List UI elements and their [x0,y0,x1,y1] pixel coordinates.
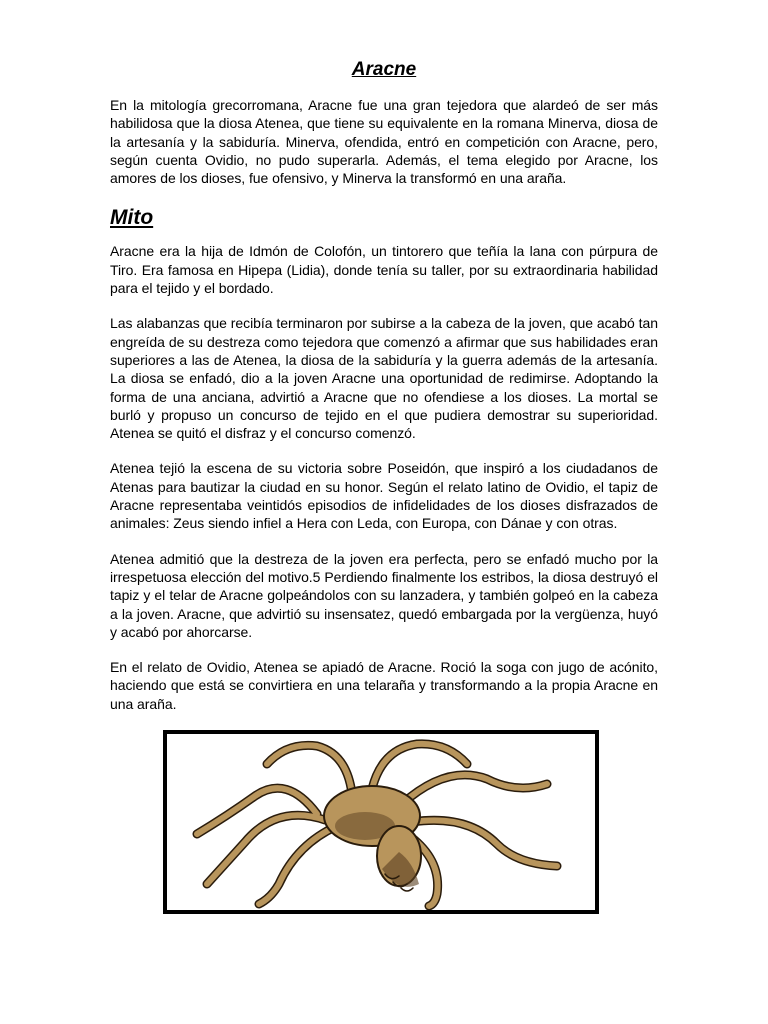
paragraph: En el relato de Ovidio, Atenea se apiadó de Aracne. Roció la soga con jugo de acónito, haciendo que está se convirtiera en una telaraña y transformando a la propia Aracne en una araña. [110,659,658,712]
section-title-mito: Mito [110,206,154,230]
paragraph: Atenea tejió la escena de su victoria sobre Poseidón, que inspiró a los ciudadanos de Atenas para bautizar la ciudad en su honor. Según el relato latino de Ovidio, el tapiz de Aracne representaba veintidós episodios de infidelidades de los dioses disfrazados de animales: Zeus siendo infiel a Hera con Leda, con Europa, con Dánae y con otras. [110,460,658,532]
arachne-spider-icon [167,734,595,910]
document-title: Aracne [351,59,417,80]
paragraph: Atenea admitió que la destreza de la joven era perfecta, pero se enfadó mucho por la irrespetuosa elección del motivo.5 Perdiendo finalmente los estribos, la diosa destruyó el tapiz y el telar de Aracne golpeándolos con su lanzadera, y también golpeó en la cabeza a la joven. Aracne, que advirtió su insensatez, quedó embargada por la vergüenza, huyó y acabó por ahorcarse. [110,550,658,640]
paragraph: Las alabanzas que recibía terminaron por subirse a la cabeza de la joven, que acabó tan engreída de su destreza como tejedora que comenzó a afirmar que sus habilidades eran superiores a las de Atenea, la diosa de la sabiduría y la guerra además de la artesanía. La diosa se enfadó, dio a la joven Aracne una oportunidad de redimirse. Adoptando la forma de una anciana, advirtió a Aracne que no ofendiese a los dioses. La mortal se burló y propuso un concurso de tejido en el que pudiera demostrar su superioridad. Atenea se quitó el disfraz y el concurso comenzó. [110,315,658,442]
intro-paragraph: En la mitología grecorromana, Aracne fue una gran tejedora que alardeó de ser más habilidosa que la diosa Atenea, que tiene su equivalente en la romana Minerva, diosa de la artesanía y la sabiduría. Minerva, ofendida, entró en competición con Aracne, pero, según cuenta Ovidio, no pudo superarla. Además, el tema elegido por Aracne, los amores de los dioses, fue ofensivo, y Minerva la transformó en una araña. [110,97,658,187]
paragraph: Aracne era la hija de Idmón de Colofón, un tintorero que teñía la lana con púrpura de Tiro. Era famosa en Hipepa (Lidia), donde tenía su taller, por su extraordinaria habilidad para el tejido y el bordado. [110,243,658,297]
arachne-figure [163,730,599,914]
document-page [110,56,658,730]
